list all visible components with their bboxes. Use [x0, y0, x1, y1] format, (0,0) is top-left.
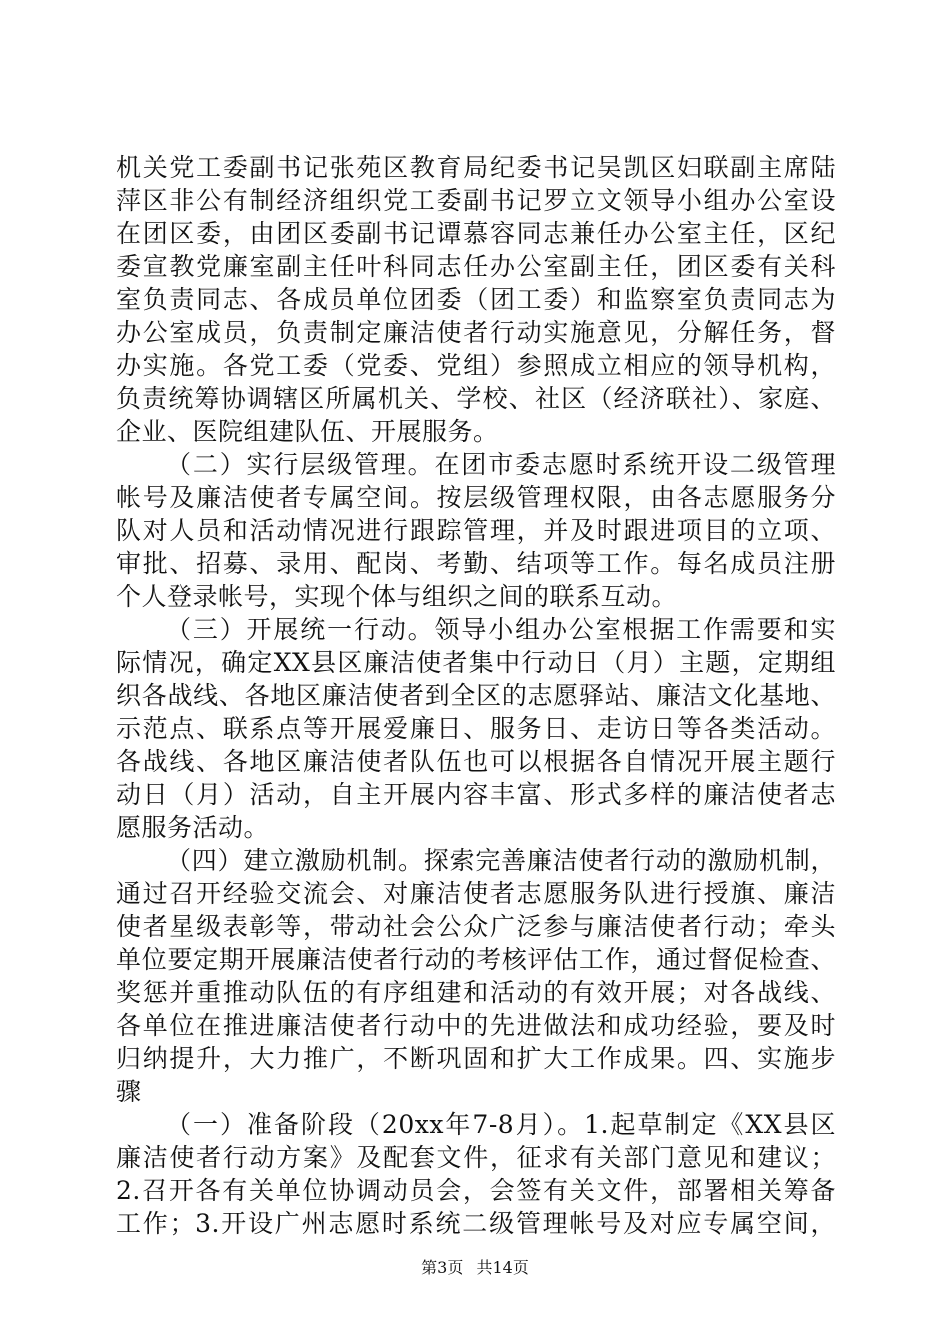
text-line: 工作；3.开设广州志愿时系统二级管理帐号及对应专属空间，	[116, 1209, 836, 1238]
text-line: 队对人员和活动情况进行跟踪管理，并及时跟进项目的立项、	[116, 516, 836, 545]
text-line: 办公室成员，负责制定廉洁使者行动实施意见，分解任务，督	[116, 318, 836, 347]
text-line: 使者星级表彰等，带动社会公众广泛参与廉洁使者行动；牵头	[116, 912, 836, 941]
text-line: （一）准备阶段（20xx年7-8月）。1.起草制定《XX县区	[166, 1110, 836, 1139]
text-line: 通过召开经验交流会、对廉洁使者志愿服务队进行授旗、廉洁	[116, 879, 836, 908]
page-number: 第3页	[421, 1258, 464, 1277]
text-line: 在团区委，由团区委副书记谭慕容同志兼任办公室主任，区纪	[116, 219, 836, 248]
text-line: 2.召开各有关单位协调动员会，会签有关文件，部署相关筹备	[116, 1176, 836, 1205]
text-line: 骤	[116, 1077, 142, 1106]
text-line: 办实施。各党工委（党委、党组）参照成立相应的领导机构，	[116, 351, 836, 380]
text-line: （四）建立激励机制。探索完善廉洁使者行动的激励机制，	[166, 846, 836, 875]
text-line: 帐号及廉洁使者专属空间。按层级管理权限，由各志愿服务分	[116, 483, 836, 512]
document-body	[116, 151, 836, 1240]
text-line: 单位要定期开展廉洁使者行动的考核评估工作，通过督促检查、	[116, 945, 836, 974]
page-footer	[0, 1258, 950, 1278]
text-line: （三）开展统一行动。领导小组办公室根据工作需要和实	[166, 615, 836, 644]
text-line: 各战线、各地区廉洁使者队伍也可以根据各自情况开展主题行	[116, 747, 836, 776]
text-line: （二）实行层级管理。在团市委志愿时系统开设二级管理	[166, 450, 836, 479]
text-line: 愿服务活动。	[116, 813, 270, 842]
text-line: 各单位在推进廉洁使者行动中的先进做法和成功经验，要及时	[116, 1011, 836, 1040]
text-line: 动日（月）活动，自主开展内容丰富、形式多样的廉洁使者志	[116, 780, 836, 809]
text-line: 负责统筹协调辖区所属机关、学校、社区（经济联社）、家庭、	[116, 384, 836, 413]
text-line: 室负责同志、各成员单位团委（团工委）和监察室负责同志为	[116, 285, 836, 314]
text-line: 归纳提升，大力推广，不断巩固和扩大工作成果。四、实施步	[116, 1044, 836, 1073]
text-line: 萍区非公有制经济组织党工委副书记罗立文领导小组办公室设	[116, 186, 836, 215]
text-line: 个人登录帐号，实现个体与组织之间的联系互动。	[116, 582, 678, 611]
text-line: 机关党工委副书记张苑区教育局纪委书记吴凯区妇联副主席陆	[116, 153, 836, 182]
text-line: 委宣教党廉室副主任叶科同志任办公室副主任，团区委有关科	[116, 252, 836, 281]
text-line: 企业、医院组建队伍、开展服务。	[116, 417, 499, 446]
text-line: 织各战线、各地区廉洁使者到全区的志愿驿站、廉洁文化基地、	[116, 681, 836, 710]
text-line: 审批、招募、录用、配岗、考勤、结项等工作。每名成员注册	[116, 549, 836, 578]
text-line: 奖惩并重推动队伍的有序组建和活动的有效开展；对各战线、	[116, 978, 836, 1007]
text-line: 际情况，确定XX县区廉洁使者集中行动日（月）主题，定期组	[116, 648, 836, 677]
text-line: 示范点、联系点等开展爱廉日、服务日、走访日等各类活动。	[116, 714, 836, 743]
text-line: 廉洁使者行动方案》及配套文件，征求有关部门意见和建议；	[116, 1143, 836, 1172]
page-total: 共14页	[476, 1258, 529, 1277]
